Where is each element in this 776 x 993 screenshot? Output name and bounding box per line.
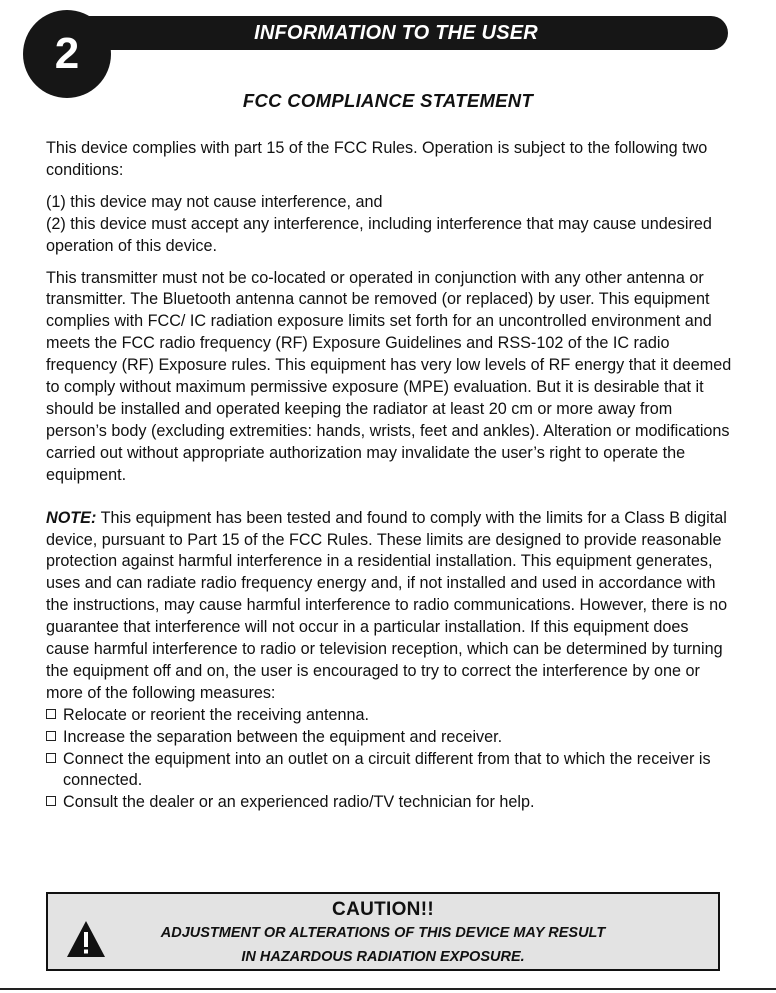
bottom-divider xyxy=(0,988,776,990)
measure-text: Increase the separation between the equipment and receiver. xyxy=(63,727,503,746)
page-header-title: INFORMATION TO THE USER xyxy=(254,22,538,44)
checkbox-icon xyxy=(46,731,56,741)
measure-item xyxy=(46,727,736,749)
condition-1: (1) this device may not cause interference, and xyxy=(46,192,383,211)
body-content xyxy=(46,138,736,814)
checkbox-icon xyxy=(46,709,56,719)
measure-item xyxy=(46,705,736,727)
caution-line-2: IN HAZARDOUS RADIATION EXPOSURE. xyxy=(241,949,525,965)
caution-line-1: ADJUSTMENT OR ALTERATIONS OF THIS DEVICE MAY RESULT xyxy=(160,925,606,941)
measure-text: Connect the equipment into an outlet on a circuit different from that to which the receiver is connected. xyxy=(63,749,711,790)
transmitter-paragraph: This transmitter must not be co-located or operated in conjunction with any other antenna or transmitter. The Bluetooth antenna cannot be removed (or replaced) by user. This equipment complies with FCC/ IC radiation exposure limits set forth for an uncontrolled environment and meets the FCC radio frequency (RF) Exposure Guidelines and RSS-102 of the IC radio frequency (RF) Exposure rules. This equipment has very low levels of RF energy that it deemed to comply without maximum permissive exposure (MPE) evaluation. But it is desirable that it should be installed and operated keeping the radiator at least 20 cm or more away from person’s body (excluding extremities: hands, wrists, feet and ankles). Alteration or modifications carried out without appropriate authorization may invalidate the user’s right to operate the equipment. xyxy=(46,268,732,484)
checkbox-icon xyxy=(46,796,56,806)
note-paragraph xyxy=(46,508,736,705)
measure-text: Relocate or reorient the receiving antenna. xyxy=(63,705,369,724)
condition-2: (2) this device must accept any interference, including interference that may cause undesired operation of this device. xyxy=(46,214,712,255)
chapter-number: 2 xyxy=(54,29,80,78)
caution-box xyxy=(46,892,720,971)
note-label: NOTE: xyxy=(46,508,97,527)
note-text: This equipment has been tested and found to comply with the limits for a Class B digital device, pursuant to Part 15 of the FCC Rules. These limits are designed to provide reasonable protection against harmful interference in a residential installation. This equipment generates, uses and can radiate radio frequency energy and, if not installed and used in accordance with the instructions, may cause harmful interference to radio communications. However, there is no guarantee that interference will not occur in a particular installation. If this equipment does cause harmful interference to radio or television reception, which can be determined by turning the equipment off and on, the user is encouraged to try to correct the interference by one or more of the following measures: xyxy=(46,508,728,702)
measure-item xyxy=(46,792,736,814)
caution-title: CAUTION!! xyxy=(332,899,434,920)
checkbox-icon xyxy=(46,753,56,763)
section-title: FCC COMPLIANCE STATEMENT xyxy=(242,90,534,111)
measure-item xyxy=(46,749,736,793)
intro-paragraph: This device complies with part 15 of the FCC Rules. Operation is subject to the following two conditions: xyxy=(46,139,708,179)
measure-text: Consult the dealer or an experienced radio/TV technician for help. xyxy=(63,793,535,812)
